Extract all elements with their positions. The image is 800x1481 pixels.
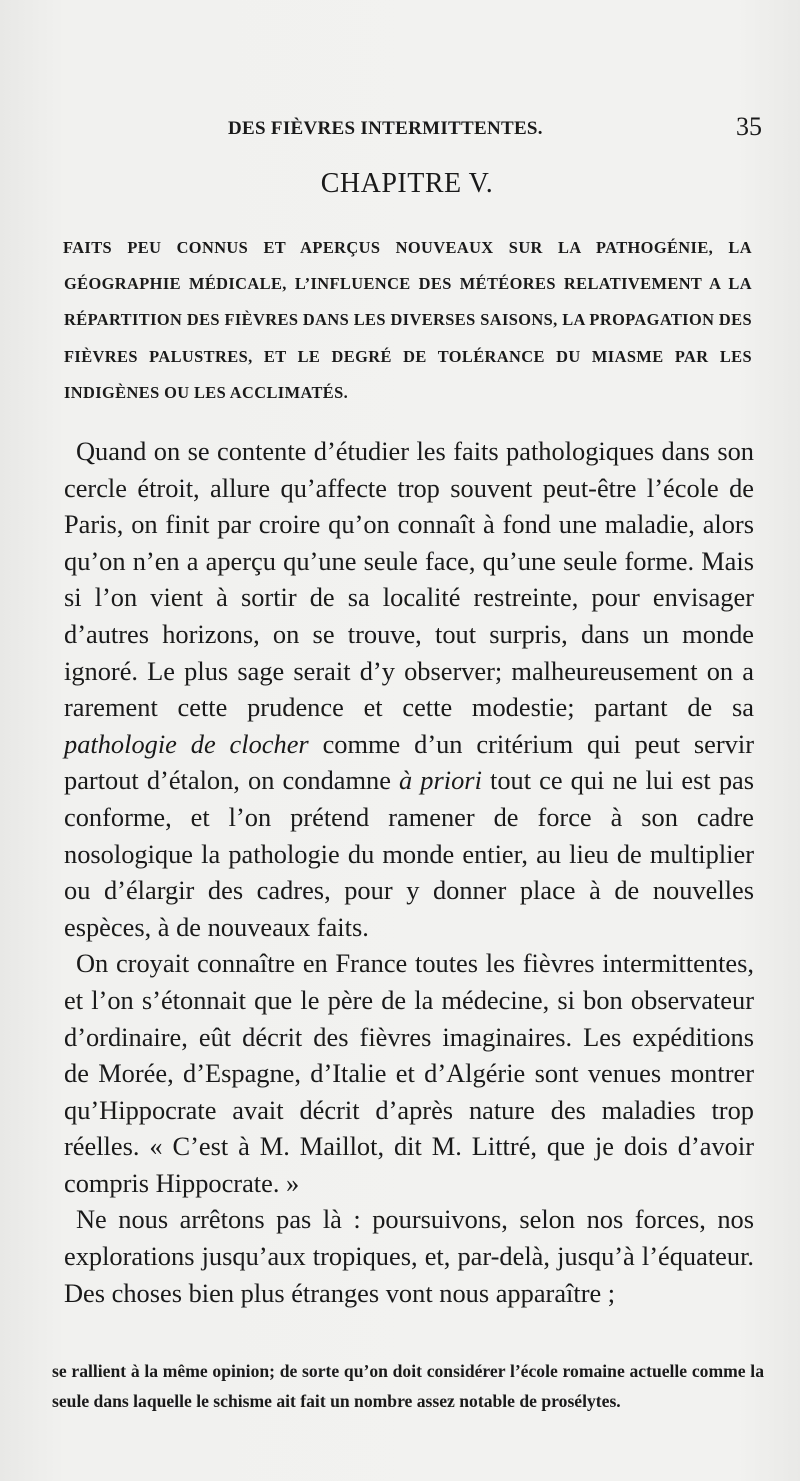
running-title: DES FIÈVRES INTERMITTENTES. (228, 118, 543, 139)
footnote (52, 1356, 764, 1416)
italic-phrase-a-priori: à priori (399, 765, 482, 796)
chapter-summary: FAITS PEU CONNUS ET APERÇUS NOUVEAUX SUR LA PATHOGÉNIE, LA GÉOGRAPHIE MÉDICALE, L’INFLUENCE DES MÉTÉORES RELATIVEMENT A LA RÉPARTITION DES FIÈVRES DANS LES DIVERSES SAISONS, LA PROPAGATION DES FIÈVRES PALUSTRES, ET LE DEGRÉ DE TOLÉRANCE DU MIASME PAR LES INDIGÈNES OU LES ACCLIMATÉS. (63, 238, 752, 402)
paragraph-3: Ne nous arrêtons pas là : poursuivons, selon nos forces, nos explorations jusqu’aux tropiques, et, par-delà, jusqu’à l’équateur. Des choses bien plus étranges vont nous apparaître ; (64, 1204, 754, 1308)
paragraph-1-part-a: Quand on se contente d’étudier les faits pathologiques dans son cercle étroit, allure qu’affecte trop souvent peut-être l’école de Paris, on finit par croire qu’on connaît à fond une maladie, alors qu’on n’en a aperçu qu’une seule face, qu’une seule forme. Mais si l’on vient à sortir de sa localité restreinte, pour envisager d’autres horizons, on se trouve, tout surpris, dans un monde ignoré. Le plus sage serait d’y observer; malheureusement on a rarement cette prudence et cette modestie; partant de sa (64, 436, 754, 723)
body-text (64, 433, 754, 1311)
chapter-title: CHAPITRE V. (320, 168, 494, 199)
footnote-text: se rallient à la même opinion; de sorte qu’on doit considérer l’école romaine actuelle comme la seule dans laquelle le schisme ait fait un nombre assez notable de prosélytes. (52, 1361, 764, 1411)
running-head (0, 112, 800, 152)
paragraph-1-part-c: tout ce qui ne lui est pas conforme, et l’on prétend ramener de force à son cadre nosologique la pathologie du monde entier, au lieu de multiplier ou d’élargir des cadres, pour y donner place à de nouvelles espèces, à de nouveaux faits. (64, 765, 755, 942)
italic-phrase-pathologie: pathologie de clocher (64, 728, 309, 759)
paragraph-1-part-b: comme d’un critérium qui peut servir partout d’étalon, on condamne (64, 728, 754, 796)
paragraph-2: On croyait connaître en France toutes les fièvres intermittentes, et l’on s’étonnait que le père de la médecine, si bon observateur d’ordinaire, eût décrit des fièvres imaginaires. Les expéditions de Morée, d’Espagne, d’Italie et d’Algérie sont venues montrer qu’Hippocrate avait décrit d’après nature des maladies trop réelles. « C’est à M. Maillot, dit M. Littré, que je dois d’avoir compris Hippocrate. » (64, 948, 754, 1198)
page-number: 35 (736, 112, 762, 141)
paragraph-1 (64, 433, 754, 945)
